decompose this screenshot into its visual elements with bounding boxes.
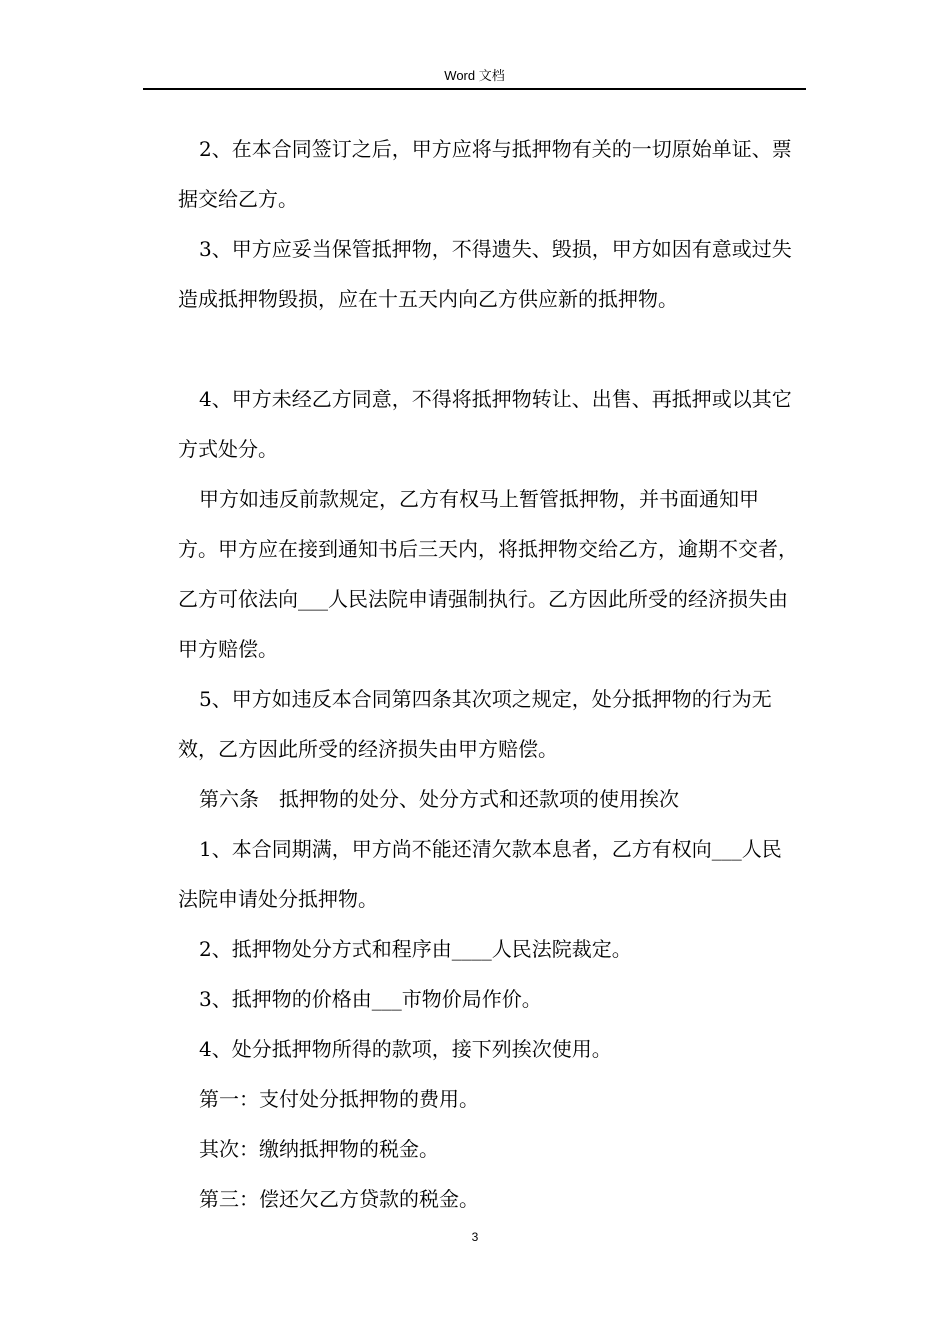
paragraph-priority-third: 第三：偿还欠乙方贷款的税金。 <box>199 1187 479 1211</box>
paragraph-violation: 甲方如违反前款规定，乙方有权马上暂管抵押物，并书面通知甲方。甲方应在接到通知书后三天内，将抵押物交给乙方，逾期不交者，乙方可依法向___人民法院申请强制执行。乙方因此所受的经济损失由甲方赔偿。 <box>178 487 798 661</box>
page-header <box>143 66 806 90</box>
paragraph-clause-2: 2、在本合同签订之后，甲方应将与抵押物有关的一切原始单证、票据交给乙方。 <box>178 137 792 211</box>
paragraph-clause-4: 4、甲方未经乙方同意，不得将抵押物转让、出售、再抵押或以其它方式处分。 <box>178 387 792 461</box>
paragraph-article6-item-1: 1、本合同期满，甲方尚不能还清欠款本息者，乙方有权向___人民法院申请处分抵押物。 <box>178 837 782 911</box>
page-number: 3 <box>471 1230 479 1244</box>
paragraph-priority-second: 其次：缴纳抵押物的税金。 <box>199 1137 439 1161</box>
article-six-heading: 第六条 抵押物的处分、处分方式和还款项的使用挨次 <box>199 787 679 811</box>
blank-line <box>178 324 798 374</box>
paragraph-article6-item-2: 2、抵押物处分方式和程序由____人民法院裁定。 <box>199 937 632 961</box>
document-body <box>178 124 798 1224</box>
paragraph-article6-item-4: 4、处分抵押物所得的款项，接下列挨次使用。 <box>199 1037 612 1061</box>
header-title: Word 文档 <box>444 68 505 83</box>
paragraph-article6-item-3: 3、抵押物的价格由___市物价局作价。 <box>199 987 542 1011</box>
paragraph-clause-5: 5、甲方如违反本合同第四条其次项之规定，处分抵押物的行为无效，乙方因此所受的经济损失由甲方赔偿。 <box>178 687 772 761</box>
paragraph-priority-first: 第一：支付处分抵押物的费用。 <box>199 1087 479 1111</box>
paragraph-clause-3: 3、甲方应妥当保管抵押物，不得遗失、毁损，甲方如因有意或过失造成抵押物毁损，应在十五天内向乙方供应新的抵押物。 <box>178 237 792 311</box>
